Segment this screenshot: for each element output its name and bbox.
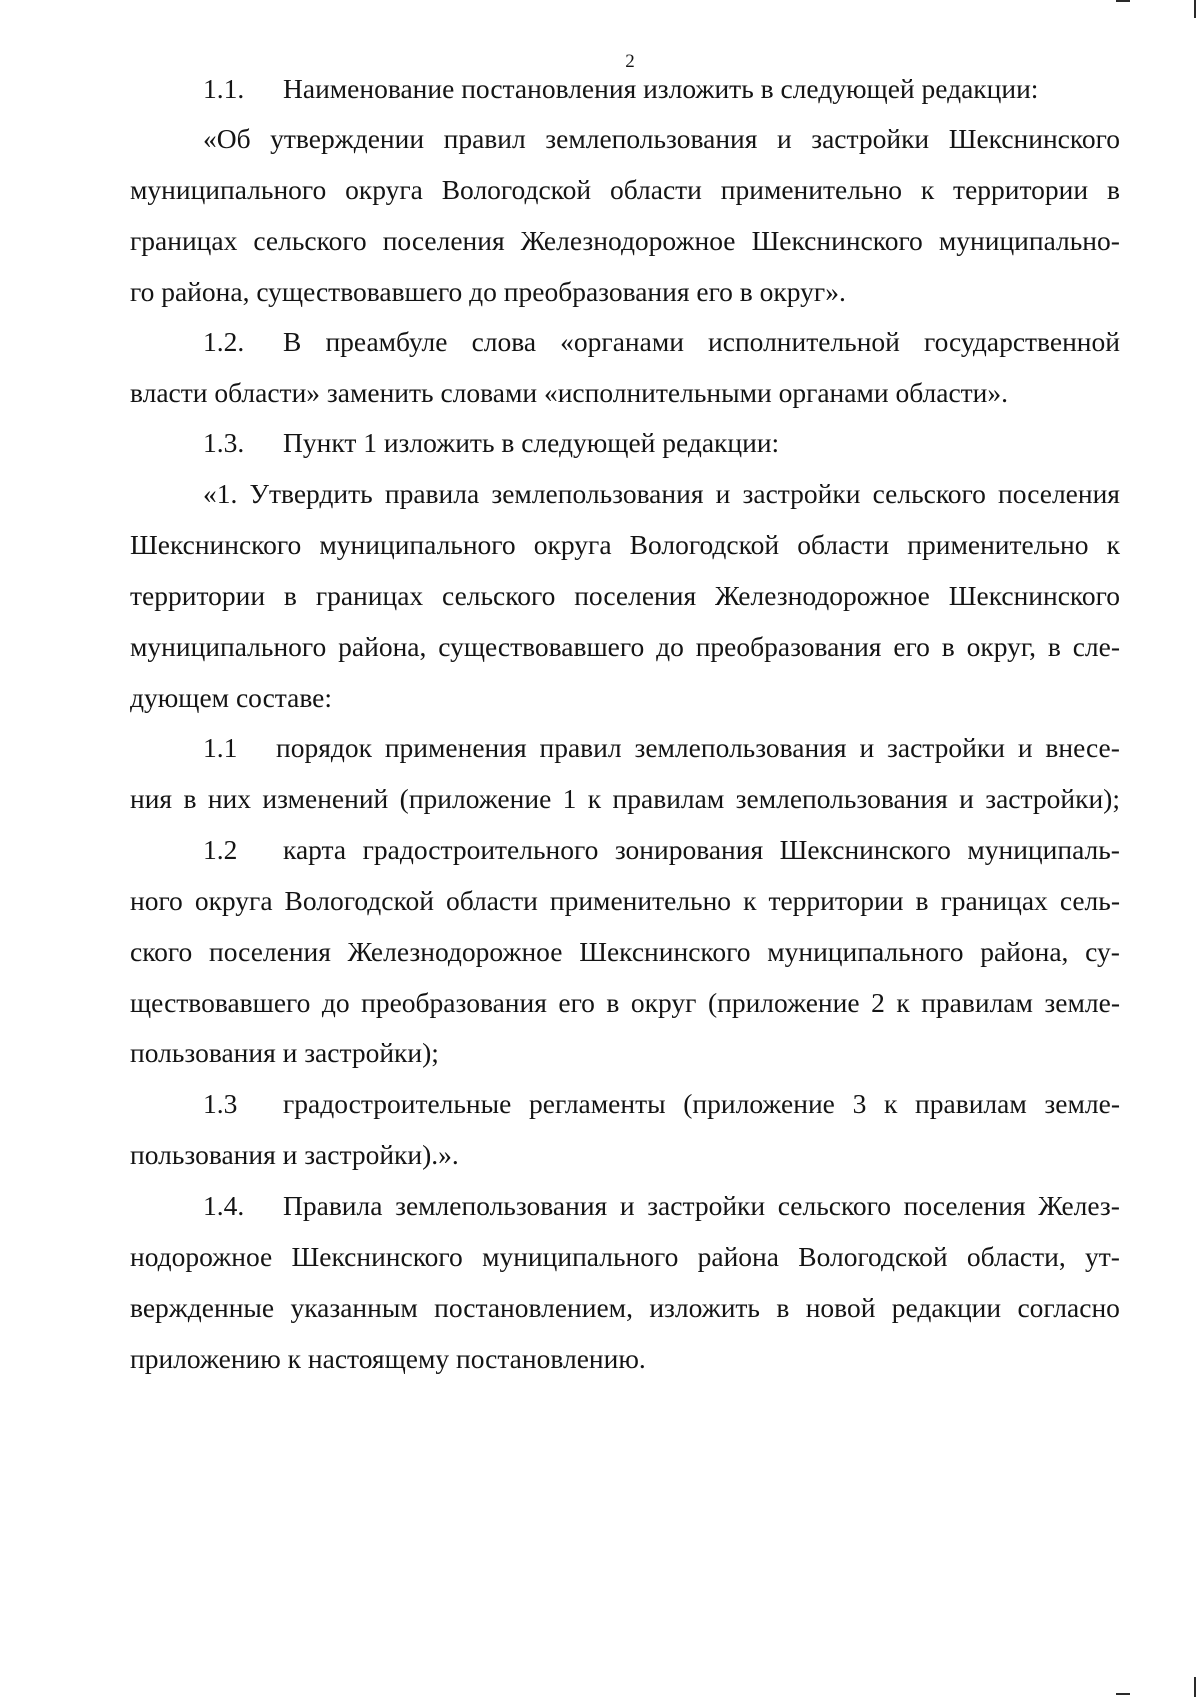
word: Шекснинского [579,936,751,967]
word: ного [130,885,183,916]
word: поселения [903,1190,1026,1221]
word: градостроительного [362,834,599,865]
word: них [207,783,252,814]
word: градостроительные [283,1088,512,1119]
item-line-1-4-a [283,1189,1120,1223]
word: сельского [442,580,556,611]
word: согласно [1017,1292,1120,1323]
word: Шекснинского [751,225,923,256]
word: к [896,987,910,1018]
item-number-1-4: 1.4. [203,1190,245,1221]
word: застройки [647,1190,766,1221]
word: применения [384,732,527,763]
word: Вологодской [284,885,434,916]
word: Шекснинского [948,580,1120,611]
word: преамбуле [325,326,448,357]
word: В [283,326,302,357]
word: редакции [891,1292,1002,1323]
subitem-line-1-2-a [283,833,1120,867]
word: к [920,174,935,205]
word: границах [940,885,1048,916]
quote-line-3 [130,224,1120,258]
subitem-line-1-2-e: пользования и застройки); [130,1037,439,1068]
word: Шекснинского [291,1241,463,1272]
word: к [883,1088,898,1119]
word: землепользования [634,732,847,763]
quote2-line-2 [130,528,1120,562]
word: регламенты [529,1088,666,1119]
subitem-number-1-2: 1.2 [203,834,238,865]
word: округ [630,987,697,1018]
word: муниципального [767,936,964,967]
word: земле- [1044,1088,1120,1119]
word: применительно [907,529,1089,560]
word: до [321,987,350,1018]
word: существовавшего [438,631,645,662]
word: сельского [253,225,367,256]
word: поселения [382,225,505,256]
word: Правила [283,1190,383,1221]
quote-line-1 [203,122,1120,156]
subitem-line-1-2-b [130,884,1120,918]
word: правила [384,478,480,509]
subitem-line-1-1-b [130,782,1120,816]
word: и [619,1190,635,1221]
word: муниципального [482,1241,679,1272]
word: сель- [1059,885,1120,916]
word: застройки [887,732,1005,763]
word: застройки); [985,783,1120,814]
scan-edge-mark-top [1194,0,1196,18]
word: в [183,783,197,814]
word: области, [966,1241,1066,1272]
word: сельского [872,478,986,509]
word: поселения [209,936,331,967]
item-line-1-4-c [130,1291,1120,1325]
word: границах [130,225,238,256]
word: в [941,631,955,662]
word: исполнительной [708,326,900,357]
word: и [859,732,875,763]
word: Вологодской [629,529,780,560]
word: округ, [966,631,1036,662]
word: территории [953,174,1089,205]
word: и [959,783,974,814]
word: в [283,580,297,611]
word: границах [315,580,424,611]
word: поселения [574,580,697,611]
word: в [776,1292,790,1323]
word: к [1106,529,1120,560]
item-line-1-2-a [283,325,1120,359]
subitem-line-1-3-a [283,1087,1120,1121]
word: муниципального [130,174,327,205]
subitem-line-1-2-c [130,935,1120,969]
word: Железнодорожное [520,225,736,256]
word: ут- [1085,1241,1120,1272]
word: ского [130,936,193,967]
word: территории [768,885,904,916]
quote2-line-1 [203,477,1120,511]
subitem-line-1-2-d [130,986,1120,1020]
word: «Об [203,123,251,154]
word: и [776,123,792,154]
word: округа [194,885,273,916]
word: Утвердить [249,478,373,509]
word: правилам [921,987,1033,1018]
word: землепользования [491,478,704,509]
word: вержденные [130,1292,275,1323]
word: в [1106,174,1120,205]
word: земле- [1044,987,1120,1018]
subitem-number-1-1: 1.1 [203,732,238,763]
word: (приложение [683,1088,835,1119]
word: 1 [562,783,577,814]
word: ния [130,783,173,814]
word: новой [805,1292,876,1323]
word: ществовавшего [130,987,311,1018]
scan-edge-mark-bottom-dash [1116,1693,1130,1695]
quote2-line-3 [130,579,1120,613]
scan-edge-mark-bottom [1194,1677,1196,1697]
word: Вологодской [798,1241,948,1272]
word: и [715,478,731,509]
word: его [558,987,595,1018]
word: порядок [276,732,372,763]
word: Желез- [1038,1190,1120,1221]
item-line-1-4-b [130,1240,1120,1274]
word: до [656,631,684,662]
word: Железнодорожное [715,580,930,611]
word: правил [539,732,622,763]
word: области [445,885,538,916]
subitem-line-1-3-b: пользования и застройки).». [130,1139,459,1170]
word: Железнодорожное [347,936,563,967]
word: «органами [560,326,684,357]
word: территории [130,580,266,611]
word: преобразования [361,987,547,1018]
word: к [587,783,602,814]
word: сле- [1072,631,1120,662]
word: района [697,1241,779,1272]
item-number-1-3: 1.3. [203,427,245,458]
word: преобразования [695,631,882,662]
word: землепользования [735,783,948,814]
word: зонирования [614,834,764,865]
word: 3 [852,1088,867,1119]
word: области [797,529,890,560]
word: Вологодской [441,174,592,205]
item-text-1-1: Наименование постановления изложить в следующей редакции: [283,73,1039,104]
quote2-line-4 [130,630,1120,664]
word: муниципально- [938,225,1120,256]
word: округа [533,529,612,560]
word: в [606,987,620,1018]
word: изложить [649,1292,760,1323]
word: постановлением, [434,1292,633,1323]
item-number-1-1: 1.1. [203,73,245,104]
item-number-1-2: 1.2. [203,326,245,357]
word: правилам [612,783,725,814]
item-line-1-2-b: власти области» заменить словами «исполнительными органами области». [130,377,1009,408]
word: в [915,885,929,916]
word: изменений [262,783,389,814]
word: правилам [915,1088,1027,1119]
item-line-1-4-d: приложению к настоящему постановлению. [130,1343,646,1374]
word: «1. [203,478,238,509]
word: района, [980,936,1069,967]
word: (приложение [707,987,860,1018]
word: землепользования [545,123,758,154]
word: 2 [871,987,885,1018]
word: области [609,174,702,205]
word: карта [283,834,347,865]
subitem-line-1-1-a [276,731,1120,765]
word: его [893,631,930,662]
item-text-1-3: Пункт 1 изложить в следующей редакции: [283,427,780,458]
scan-edge-mark-top-dash [1116,0,1130,2]
word: застройки [742,478,861,509]
word: муниципального [130,631,327,662]
word: Шекснинского [779,834,951,865]
word: внесе- [1045,732,1120,763]
word: в [1047,631,1061,662]
word: указанным [290,1292,418,1323]
word: муниципаль- [967,834,1120,865]
word: правил [443,123,526,154]
word: землепользования [395,1190,608,1221]
word: к [743,885,757,916]
word: сельского [777,1190,892,1221]
word: района, [338,631,427,662]
word: нодорожное [130,1241,273,1272]
word: применительно [549,885,732,916]
word: застройки [811,123,930,154]
word: Шекснинского [130,529,302,560]
word: и [1017,732,1033,763]
quote-line-4: го района, существовавшего до преобразования его в округ». [130,276,846,307]
page-number: 2 [625,51,635,72]
quote2-line-5: дующем составе: [130,682,333,713]
subitem-number-1-3: 1.3 [203,1088,238,1119]
word: поселения [998,478,1120,509]
word: слова [471,326,537,357]
word: утверждении [270,123,425,154]
word: округа [345,174,423,205]
word: (приложение [399,783,552,814]
word: муниципального [319,529,516,560]
word: су- [1085,936,1120,967]
quote-line-2 [130,173,1120,207]
word: Шекснинского [948,123,1120,154]
word: государственной [924,326,1120,357]
word: применительно [720,174,902,205]
